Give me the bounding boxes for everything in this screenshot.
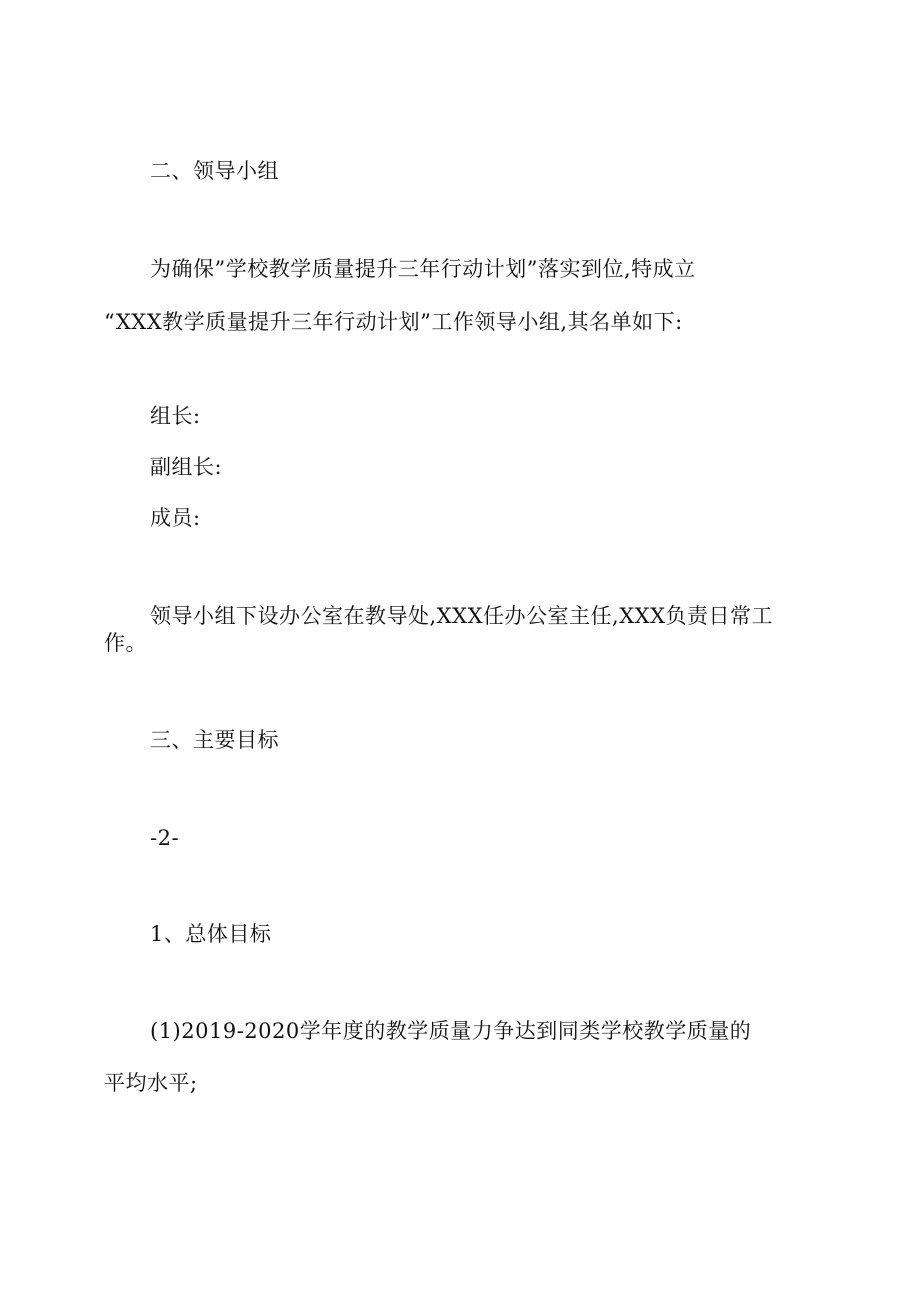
office-paragraph-line2: 作。 [104, 631, 147, 655]
goal-heading: 1、总体目标 [150, 922, 272, 946]
deputy-leader-label: 副组长: [150, 455, 223, 479]
goal1-line1: (1)2019-2020学年度的教学质量力争达到同类学校教学质量的 [150, 1019, 752, 1043]
section3-heading: 三、主要目标 [150, 728, 279, 752]
members-label: 成员: [150, 506, 201, 530]
page-number: -2- [150, 826, 180, 850]
goal1-line2: 平均水平; [104, 1071, 198, 1095]
intro-paragraph-line1: 为确保”学校教学质量提升三年行动计划”落实到位,特成立 [150, 257, 696, 281]
section2-heading: 二、领导小组 [150, 159, 279, 183]
leader-label: 组长: [150, 404, 201, 428]
intro-paragraph-line2: “XXX教学质量提升三年行动计划”工作领导小组,其名单如下: [104, 310, 683, 334]
office-paragraph-line1: 领导小组下设办公室在教导处,XXX任办公室主任,XXX负责日常工 [150, 604, 774, 628]
